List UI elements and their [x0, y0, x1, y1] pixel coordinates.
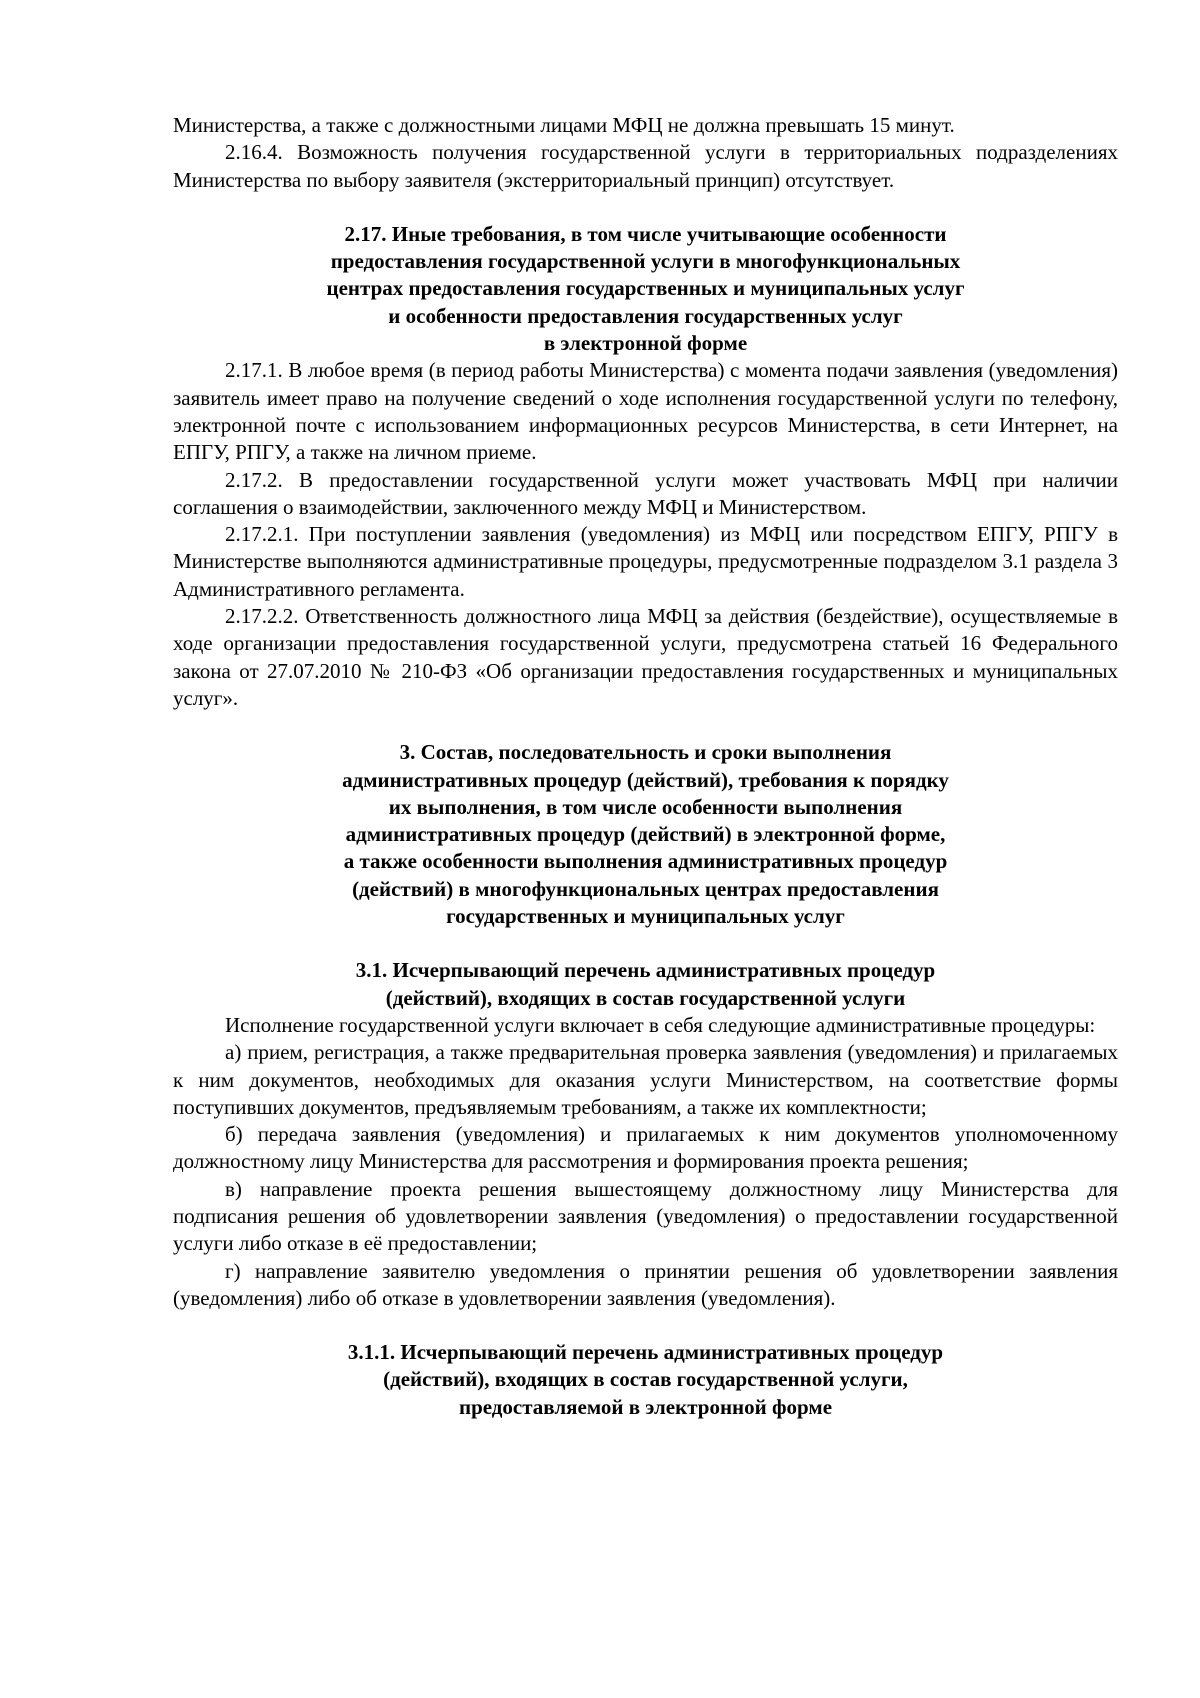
heading-line: центрах предоставления государственных и муниципальных услуг — [326, 276, 965, 301]
heading-line: (действий), входящих в состав государственной услуги, — [383, 1367, 908, 1392]
paragraph-continuation: Министерства, а также с должностными лицами МФЦ не должна превышать 15 минут. — [173, 113, 955, 137]
paragraph-2-17-2-2: 2.17.2.2. Ответственность должностного лица МФЦ за действия (бездействие), осуществляемые в ходе организации предоставления государственной услуги, предусмотрена статьей 16 Федерального закона от 27.07.2010 № 210-ФЗ «Об организации предоставления государственных и муниципальных услуг». — [173, 604, 1118, 710]
list-item-v: в) направление проекта решения вышестоящему должностному лицу Министерства для подписания решения об удовлетворении заявления (уведомления) о предоставлении государственной услуги либо отказе в её предоставлении; — [173, 1176, 1118, 1256]
paragraph-2-17-2-1: 2.17.2.1. При поступлении заявления (уведомления) из МФЦ или посредством ЕПГУ, РПГУ в Министерстве выполняются административные процедуры, предусмотренные подразделом 3.1 раздела 3 Административного регламента. — [173, 522, 1118, 601]
heading-line: административных процедур (действий) в электронной форме, — [345, 822, 946, 847]
heading-line: 3. Состав, последовательность и сроки выполнения — [399, 740, 892, 765]
heading-line: предоставления государственной услуги в многофункциональных — [330, 249, 961, 274]
heading-line: административных процедур (действий), требования к порядку — [342, 767, 949, 792]
list-item-a: а) прием, регистрация, а также предварительная проверка заявления (уведомления) и прилагаемых к ним документов, необходимых для оказания услуги Министерством, на соответствие формы поступивших документов, предъявляемым требованиям, а также их комплектности; — [173, 1040, 1118, 1119]
heading-line: а также особенности выполнения административных процедур — [343, 849, 948, 874]
heading-line: 3.1. Исчерпывающий перечень административных процедур — [355, 958, 936, 983]
paragraph-2-17-2: 2.17.2. В предоставлении государственной услуги может участвовать МФЦ при наличии соглашения о взаимодействии, заключенного между МФЦ и Министерством. — [173, 467, 1118, 519]
heading-line: их выполнения, в том числе особенности выполнения — [388, 794, 903, 819]
paragraph-2-17-1: 2.17.1. В любое время (в период работы Министерства) с момента подачи заявления (уведомления) заявитель имеет право на получение сведений о ходе исполнения государственной услуги по телефону, электронной почте с использованием информационных ресурсов Министерства, в сети Интернет, на ЕПГУ, РПГУ, а также на личном приеме. — [173, 358, 1118, 465]
heading-line: в электронной форме — [543, 331, 748, 356]
heading-line: предоставляемой в электронной форме — [458, 1394, 833, 1419]
list-item-g: г) направление заявителю уведомления о принятии решения об удовлетворении заявления (уведомления) либо об отказе в удовлетворении заявления (уведомления). — [173, 1258, 1118, 1310]
heading-section-3-1 — [173, 957, 1118, 1012]
heading-line: и особенности предоставления государственных услуг — [388, 303, 903, 328]
document-page — [173, 112, 1118, 1421]
paragraph-procedures-intro: Исполнение государственной услуги включает в себя следующие административные процедуры: — [225, 1012, 1096, 1037]
paragraph-2-16-4: 2.16.4. Возможность получения государственной услуги в территориальных подразделениях Министерства по выбору заявителя (экстерриториальный принцип) отсутствует. — [173, 140, 1118, 192]
heading-line: 3.1.1. Исчерпывающий перечень административных процедур — [347, 1340, 944, 1365]
heading-section-3 — [173, 739, 1118, 930]
heading-line: (действий), входящих в состав государственной услуги — [385, 985, 906, 1010]
heading-line: (действий) в многофункциональных центрах предоставления — [352, 876, 939, 901]
heading-line: 2.17. Иные требования, в том числе учитывающие особенности — [344, 221, 947, 246]
heading-section-3-1-1 — [173, 1339, 1118, 1421]
heading-section-2-17 — [173, 221, 1118, 357]
heading-line: государственных и муниципальных услуг — [446, 904, 845, 929]
list-item-b: б) передача заявления (уведомления) и прилагаемых к ним документов уполномоченному должностному лицу Министерства для рассмотрения и формирования проекта решения; — [173, 1122, 1118, 1174]
